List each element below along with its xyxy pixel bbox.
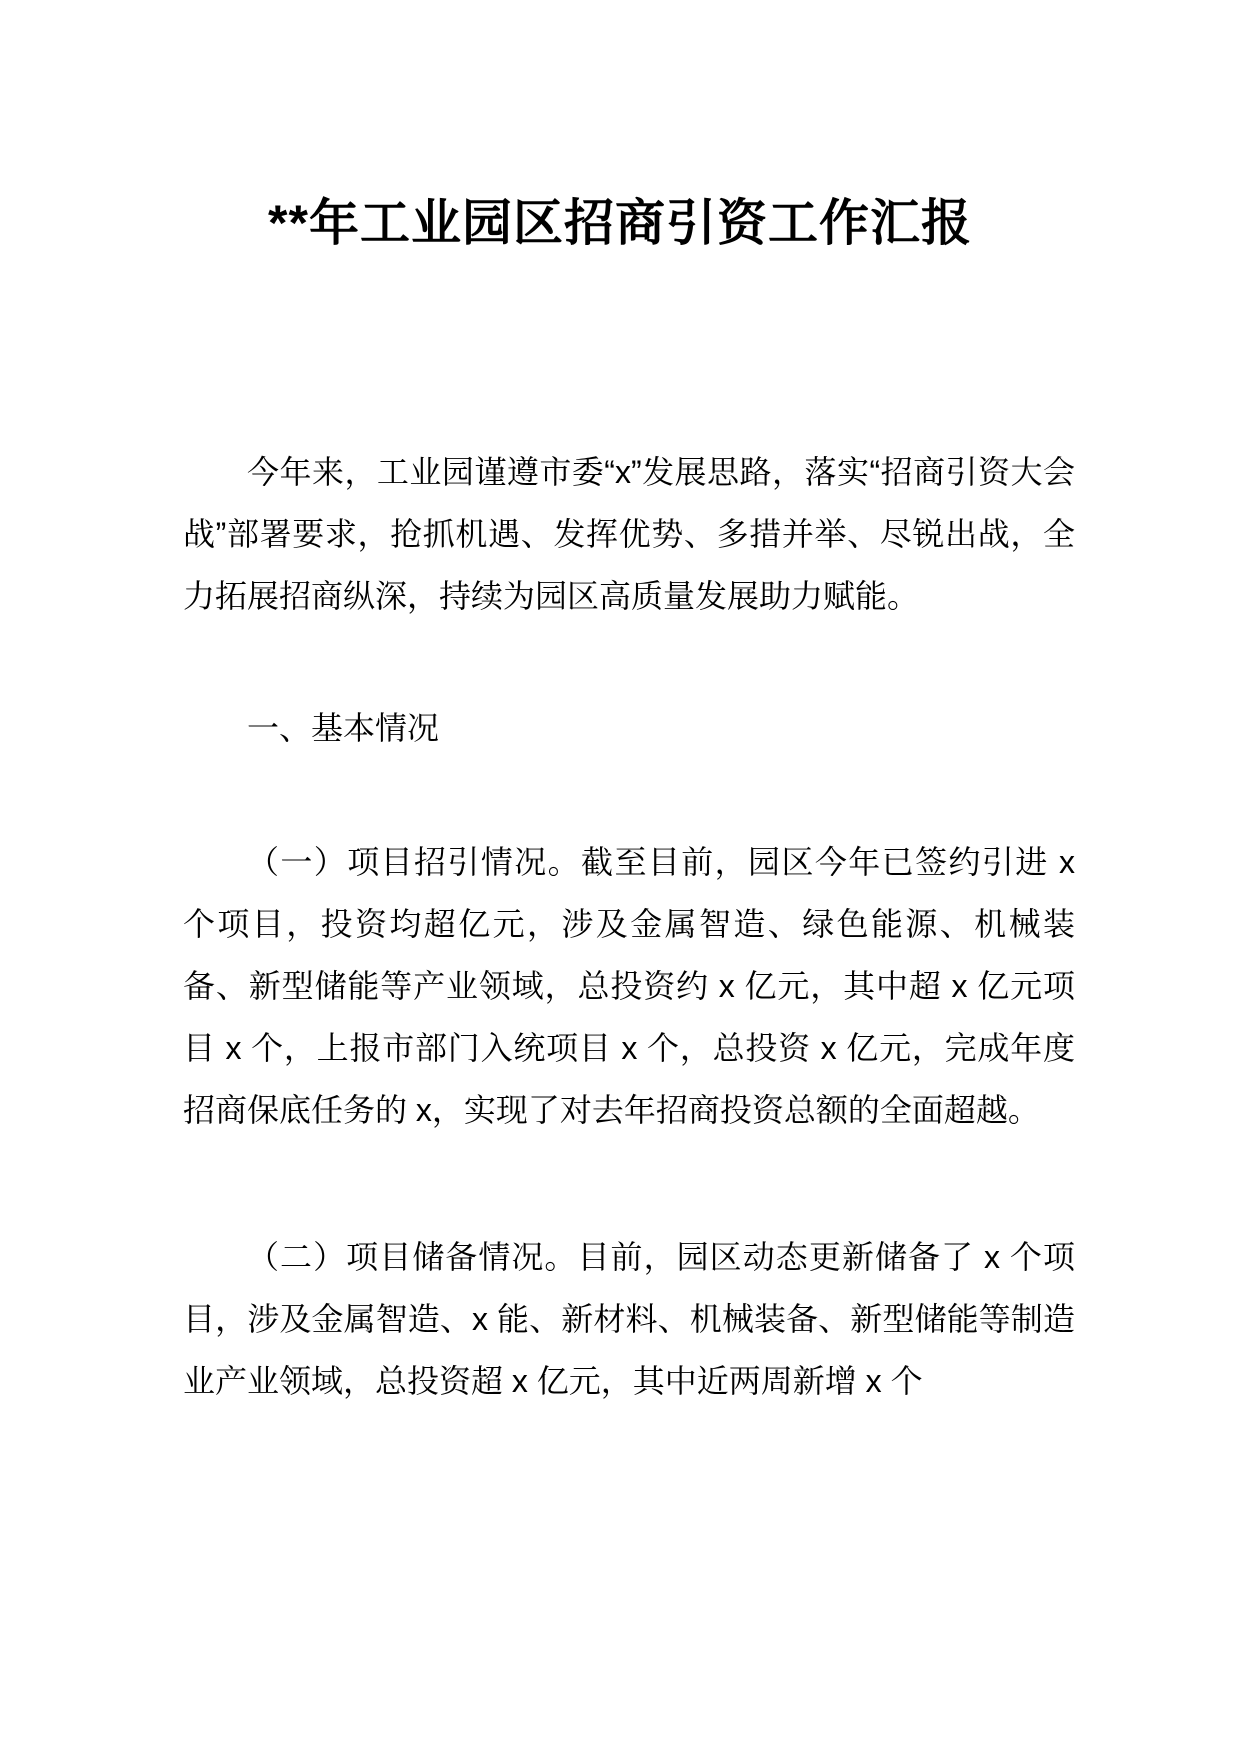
document-title-text: **年工业园区招商引资工作汇报 <box>268 195 972 251</box>
paragraph-intro: 今年来，工业园谨遵市委“x”发展思路，落实“招商引资大会战”部署要求，抢抓机遇、发挥优势、多措并举、尽锐出战，全力拓展招商纵深，持续为园区高质量发展助力赋能。 <box>183 454 1075 614</box>
paragraph-project-attraction: （一）项目招引情况。截至目前，园区今年已签约引进 x 个项目，投资均超亿元，涉及金属智造、绿色能源、机械装备、新型储能等产业领域，总投资约 x 亿元，其中超 x 亿元项目 x 个，上报市部门入统项目 x 个，总投资 x 亿元，完成年度招商保底任务的 x，实现了对去年招商投资总额的全面超越。 <box>183 844 1075 1128</box>
paragraph-project-reserve: （二）项目储备情况。目前，园区动态更新储备了 x 个项目，涉及金属智造、x 能、新材料、机械装备、新型储能等制造业产业领域，总投资超 x 亿元，其中近两周新增 x 个 <box>183 1239 1075 1399</box>
section-heading-basic-situation: 一、基本情况 <box>247 710 440 746</box>
document-title <box>130 185 1110 261</box>
